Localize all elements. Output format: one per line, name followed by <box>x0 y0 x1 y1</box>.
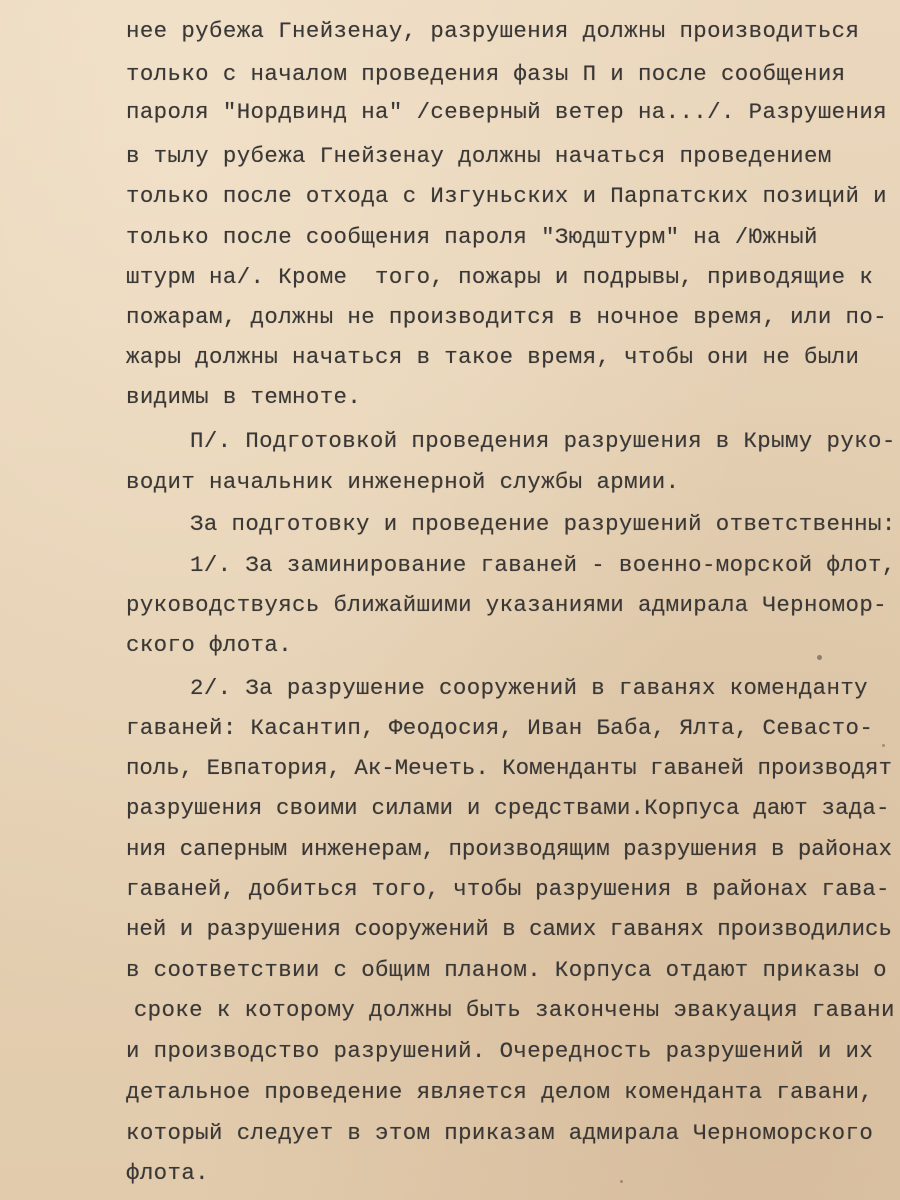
text-line-9: жары должны начаться в такое время, чтобы они не были <box>126 344 860 370</box>
ink-speck <box>817 655 822 660</box>
text-line-6: только после сообщения пароля "Зюдштурм" на /Южный <box>126 224 818 250</box>
text-line-19: поль, Евпатория, Ак-Мечеть. Коменданты гаваней производят <box>126 755 892 781</box>
text-line-16: ского флота. <box>126 632 293 658</box>
text-line-24: в соответствии с общим планом. Корпуса отдают приказы о <box>126 957 888 983</box>
text-line-15: руководствуясь ближайшими указаниями адмирала Черномор- <box>126 592 888 618</box>
text-line-21: ния саперным инженерам, производящим разрушения в районах <box>126 836 892 862</box>
text-line-10: видимы в темноте. <box>126 384 362 410</box>
text-line-29: флота. <box>126 1160 210 1186</box>
text-line-17: 2/. За разрушение сооружений в гаванях коменданту <box>190 675 868 701</box>
text-line-28: который следует в этом приказам адмирала Черноморского <box>126 1120 874 1146</box>
ink-speck <box>882 744 885 747</box>
text-line-8: пожарам, должны не производится в ночное время, или по- <box>126 304 888 330</box>
text-line-3: пароля "Нордвинд на" /северный ветер на.../. Разрушения <box>126 99 888 125</box>
text-line-11: П/. Подготовкой проведения разрушения в Крыму руко- <box>190 428 896 454</box>
text-line-25: сроке к которому должны быть закончены эвакуация гавани <box>120 997 895 1023</box>
text-line-2: только с началом проведения фазы П и после сообщения <box>126 61 846 87</box>
text-line-13: За подготовку и проведение разрушений ответственны: <box>190 511 896 537</box>
text-line-5: только после отхода с Изгуньских и Парпатских позиций и <box>126 183 888 209</box>
text-line-23: ней и разрушения сооружений в самих гаванях производились <box>126 916 892 942</box>
text-line-12: водит начальник инженерной службы армии. <box>126 469 680 495</box>
text-line-26: и производство разрушений. Очередность разрушений и их <box>126 1038 874 1064</box>
text-line-27: детальное проведение является делом коменданта гавани, <box>126 1079 874 1105</box>
text-line-14: 1/. За заминирование гаваней - военно-морской флот, <box>190 552 896 578</box>
text-line-1: нее рубежа Гнейзенау, разрушения должны производиться <box>126 18 860 44</box>
text-line-22: гаваней, добиться того, чтобы разрушения в районах гава- <box>126 876 890 902</box>
text-line-18: гаваней: Касантип, Феодосия, Иван Баба, Ялта, Севасто- <box>126 715 874 741</box>
ink-speck <box>620 1180 623 1183</box>
text-line-4: в тылу рубежа Гнейзенау должны начаться проведением <box>126 143 832 169</box>
text-line-20: разрушения своими силами и средствами.Корпуса дают зада- <box>126 795 890 821</box>
text-line-7: штурм на/. Кроме того, пожары и подрывы, приводящие к <box>126 264 874 290</box>
